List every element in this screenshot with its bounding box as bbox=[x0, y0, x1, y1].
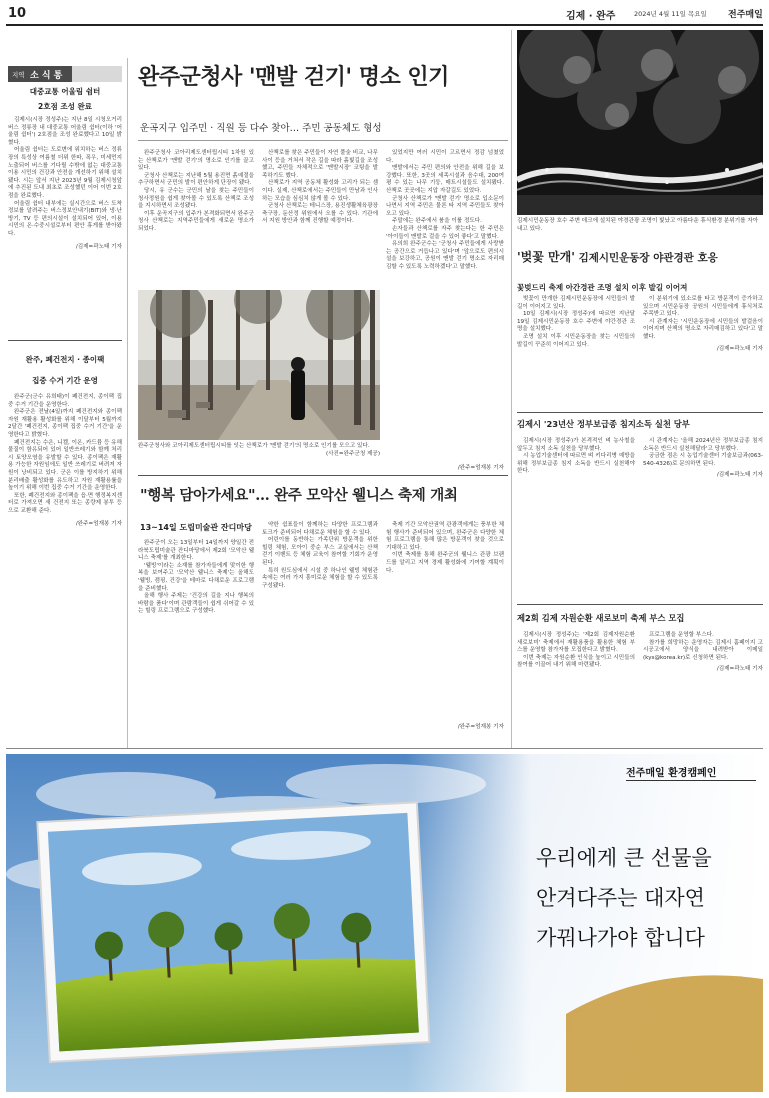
page-number: 10 bbox=[8, 6, 27, 21]
brief-1-byline: /김제=곽노태 기자 bbox=[75, 243, 122, 250]
story2-para: 시 관계자는 '올해 2024년산 정부보급종 침지소독은 반드시 실천해달라'고 당부했다. bbox=[643, 438, 763, 452]
divider bbox=[517, 604, 763, 605]
caption-text: 완주군청사와 코아리제도센터립시티를 잇는 산책로가 '맨발 걷기'의 명소로 인기를 모으고 있다. bbox=[138, 443, 370, 449]
local-tag-bar bbox=[72, 66, 122, 82]
main-para: 손자들과 산책로를 자주 찾는다는 한 주민은 '아이들이 맨발로 걸을 수 있어 좋다'고 말했다. bbox=[386, 225, 504, 240]
story1-byline: /김제=곽노태 기자 bbox=[716, 345, 763, 352]
festival-para: 어린이를 동반하는 가족단위 방문객을 위한 힐링 체험, 모아이 중순 부스 교실에서는 산책 걷기 이벤트 등 체험 교육이 참여할 기회가 운영된다. bbox=[262, 537, 378, 566]
story1-headline bbox=[517, 248, 767, 265]
local-news-tag bbox=[8, 66, 72, 82]
caption-credit: (사진=완주군청 제공) bbox=[325, 450, 380, 457]
brief-1-title-1: 대중교통 어울림 쉼터 bbox=[29, 87, 101, 96]
main-para: 산책로를 찾은 주민들이 자연 풀숲 비교, 나무사이 등을 거쳐서 작은 길을 따라 흙빛길을 조성했고, 주민들 자체적으로 '맨발시장' 코팅을 발족하기도 했다. bbox=[262, 150, 378, 179]
main-para: 군청사 산책로가 '맨발 걷기' 명소로 입소문이 나면서 지역 주민은 물론 타 지역 주민들도 찾아오고 있다. bbox=[386, 195, 504, 217]
ad-campaign-label: 전주매일 환경캠페인 bbox=[626, 768, 717, 779]
issue-date: 2024년 4월 11일 목요일 bbox=[634, 10, 707, 18]
night-park-photo bbox=[517, 30, 763, 215]
tag-label: 지역 bbox=[12, 71, 25, 79]
story1-col-1 bbox=[517, 296, 635, 349]
story3-para: 이번 축제는 자원순환 인식을 높이고 시민들의 참여를 이끌어 내기 위해 마련됐다. bbox=[517, 654, 635, 669]
story1-para: 벚꽃이 만개한 김제시민운동장에 시민들의 발길이 이어지고 있다. bbox=[517, 296, 635, 310]
ad-campaign-rule bbox=[626, 780, 756, 781]
festival-col-1 bbox=[138, 540, 254, 616]
ad-slogan-line-2: 안겨다주는 대자연 bbox=[536, 886, 705, 910]
story1-para: 시 관계자는 '시민운동장에 시민들의 발걸음이 이어지며 산책의 명소로 자리매김하고 있다'고 말했다. bbox=[643, 318, 763, 340]
festival-para: 특히 원도심에서 시설 중 하나인 웰빙 체험관 속에는 여러 가지 흥미로운 체험을 할 수 있도록 구성됐다. bbox=[262, 567, 378, 589]
brief-2-para: 폐건전지는 수은, 니켈, 이온, 카드뮴 등 유해 물질이 함유되어 있어 일반쓰레기와 함께 처리 시 토양오염을 유발할 수 있다. 종이팩은 재활용 가능한 자원임에도 일반 쓰레기로 버려져 자원이 낭비되고 있다. 군은 이를 방지하기 위해 분리배출 활성화를 유도하고 자원 재활용률을 높이기 위해 이번 집중 수거 기간을 운영한다. bbox=[8, 439, 122, 492]
festival-col-2 bbox=[262, 522, 378, 590]
header-rule bbox=[6, 24, 763, 26]
festival-para: 완주군이 오는 13일부터 14일까지 양일간 전라북도립미술관 잔디마당에서 제2회 '모악산 웰니스 축제'를 개최한다. bbox=[138, 540, 254, 562]
story2-headline: 김제시 '23년산 정부보급종 침지소독 실천 당부 bbox=[517, 419, 690, 429]
main-para: 주말에는 완주에서 붐을 이룰 정도다. bbox=[392, 218, 482, 225]
main-para: 유의희 완주군수는 '군청사 주민들에게 사랑받는 공간으로 거듭나고 있다'며 '앞으로도 편의시설을 보강하고, 공원이 맨발 걷기 명소로 자리매김할 수 있도록 노력하겠다'고 말했다. bbox=[386, 241, 504, 270]
ad-top-rule bbox=[6, 748, 763, 749]
brief-2-byline: /완주=엄재봉 기자 bbox=[75, 520, 122, 527]
story2-byline: /김제=곽노태 기자 bbox=[716, 472, 763, 479]
brief-2-title-2: 집중 수거 기간 운영 bbox=[32, 376, 98, 385]
story1-headline-quote: '벚꽃 만개' bbox=[517, 250, 575, 264]
story1-col-2 bbox=[643, 296, 763, 353]
main-para: 군청사 산책로는 테니스장, 용진생활체육광장 축구장, 둔산정 위원에서 오를 수 있다. 기관에서 지원 방안과 함께 진행할 예정이다. bbox=[262, 203, 378, 225]
main-para: 군청사 산책로는 지난해 5월 용진면 흙예절을 추구하면서 군민의 발이 편안하게 단장이 됐다. bbox=[138, 172, 254, 187]
page-header bbox=[6, 4, 763, 22]
forest-path-photo bbox=[138, 290, 380, 440]
story2-col-2 bbox=[643, 438, 763, 480]
story3-headline: 제2회 김제 자원순환 새로보미 축제 부스 모집 bbox=[517, 613, 685, 623]
main-para: 있었지만 여러 시민이 고르면서 정감 넘쳤었다. bbox=[386, 150, 504, 164]
festival-subhead: 13~14일 도립미술관 잔디마당 bbox=[140, 523, 252, 532]
story3-para: 프로그램을 운영할 부스다. bbox=[649, 632, 714, 638]
brief-2 bbox=[8, 354, 122, 527]
ad-slogan-line-3: 가꿔나가야 합니다 bbox=[536, 926, 705, 950]
col-divider-left bbox=[127, 58, 128, 748]
brief-1-para: 김제시(시장 정성주)는 지난 8일 시청오거리 버스 정류장 내 대중교통 어울림 쉼터(이하 '어울림 쉼터') 2호점을 조성 완료했다고 10일 밝혔다. bbox=[8, 117, 122, 146]
story3-byline: /김제=곽노태 기자 bbox=[716, 666, 763, 673]
main-headline: 완주군청사 '맨발 걷기' 명소 인기 bbox=[138, 64, 449, 90]
story2-col-1 bbox=[517, 438, 635, 476]
main-para: 완주군청사 코아리제도센터립시티 1차원 있는 산책로가 '맨발 걷기'의 명소로 인기를 끌고 있다. bbox=[138, 150, 254, 172]
story3-col-1 bbox=[517, 632, 635, 670]
brief-1-para: 어울림 쉼터 내부에는 실시간으로 버스 도착 정보를 알려주는 버스정보안내기(BIT)와 냉·난방기, TV 등 편의시설이 설치되어 있어, 이용 시민의 온·수중시설로부터 편안 휴게를 받아왔다. bbox=[8, 200, 122, 237]
divider bbox=[8, 340, 122, 341]
story2-para: 궁금한 점은 시 농업기술센터 기술보급과(063-540-4326)로 문의하면 된다. bbox=[643, 453, 763, 467]
story3-para: 김제시(시장 정성주)는 '제2회 김제자원순환 새로보미' 축제에서 재활용품을 활용한 체험 부스를 운영할 참가자를 모집한다고 밝혔다. bbox=[517, 632, 635, 654]
brief-2-title-1: 완주, 폐건전지 · 종이팩 bbox=[25, 355, 105, 364]
story3-col-2 bbox=[643, 632, 763, 674]
night-photo-caption: 김제시민운동장 호수 주변 데크에 설치된 야경관광 조명이 빛났고 아름다운 휴식환경 분위기를 자아내고 있다. bbox=[517, 218, 759, 232]
main-para: 맨발에서는 주민 편의와 안전을 위해 길을 보강했다. 또한, 3곳의 세족시설과 음수대, 200여 평 수 있는 나무 기둥, 매트시설들도 설치됐다. 산책로 곳곳에는 지압 자갈길도 있었다. bbox=[386, 165, 504, 194]
festival-col-3 bbox=[386, 522, 504, 575]
festival-byline: /완주=엄재봉 기자 bbox=[457, 724, 504, 730]
brief-2-para: 또한, 폐건전지와 종이팩을 읍·면 행정복지센터로 가져오면 새 건전지 또는 종량제 봉투 등으로 교환해 준다. bbox=[8, 492, 122, 514]
main-para: 당시, 유 군수는 군민의 날을 찾는 주민들이 청사정원을 쉽게 찾아볼 수 있도록 산책로 조성을 지시하면서 조성됐다. bbox=[138, 187, 254, 210]
main-col-3 bbox=[386, 150, 504, 272]
brief-1-para: 어울림 쉼터는 도로변에 위치하는 버스 정류장의 특성상 여름철 더위 한파, 폭우, 미세먼지 노출되어 버스를 기다릴 수밖에 없는 대중교통 이용 시민의 건강과 안전을 개선하기 위해 설치됐다. 시는 앞서 지난 2023년 9월 김제시청앞에 추진된 도내 최초로 조성했던 이어 이번 2호점을 완료했다. bbox=[8, 147, 122, 199]
environment-ad bbox=[6, 754, 763, 1092]
story1-para: 조명 설치 이후 시민운동장을 찾는 시민들의 발길이 꾸준히 이어지고 있다. bbox=[517, 333, 635, 348]
brief-2-para: 완주군은 전날(4일)까지 폐건전지와 종이팩 자원 재활용 활성화를 위해 이달부터 5월까지 2달간 '폐건전지, 종이팩 집중 수거 기간'을 운영한다고 밝혔다. bbox=[8, 409, 122, 438]
festival-para: '웰빙'이라는 소재를 참가자들에게 맞이한 행복을 보여주고 '모악산 웰니스 축제'는 올해도 '웰빙, 캠핑, 건강'을 테마로 다채로운 프로그램을 준비했다. bbox=[138, 562, 254, 592]
story1-headline-rest: 김제시민운동장 야관경관 호응 bbox=[578, 252, 718, 264]
festival-para: 이번 축제를 통해 완주군의 웰니스 관광 브랜드를 알리고 지역 경제 활성화에 기여할 계획이다. bbox=[386, 552, 504, 574]
story1-para: 10일 김제시(시장 정성주)에 따르면 지난달 19일 김제시민운동장 호수 주변에 야간경관 조명을 설치했다. bbox=[517, 311, 635, 333]
subhead-rule bbox=[138, 140, 508, 141]
story3-para: 참가를 희망하는 운영자는 김제시 홈페이지 고시공고에서 양식을 내려받아 이메일(kys@korea.kr)로 신청하면 된다. bbox=[643, 639, 763, 661]
main-byline: /완주=엄재봉 기자 bbox=[457, 465, 504, 471]
story1-para: 이 분위기에 있소로를 타고 방문객이 증가하고 있으며 시민운동장 공원의 시민들에게 휴식처로 주목받고 있다. bbox=[643, 296, 763, 318]
main-para: 이후 운곡지구의 입주가 본격화되면서 완주군청사 산책로는 지역주민들에게 새로운 명소가 되었다. bbox=[138, 210, 254, 232]
story2-para: 시 농업기술센터에 따르면 벼 키다리병 예방을 위해 정부보급종 침지 소독을 반드시 실천해야 한다. bbox=[517, 453, 635, 475]
festival-headline: "행복 담아가세요"… 완주 모악산 웰니스 축제 개최 bbox=[140, 487, 458, 504]
main-col-2 bbox=[262, 150, 378, 226]
brief-1-title-2: 2호점 조성 완료 bbox=[38, 102, 92, 111]
divider bbox=[517, 412, 763, 413]
paper-name: 전주매일 bbox=[728, 10, 763, 20]
main-subhead: 운곡지구 입주민 · 직원 등 다수 찾아… 주민 공동체도 형성 bbox=[140, 123, 382, 134]
story2-para: 김제시(시장 정성주)가 본격적인 벼 농사철을 앞두고 침지 소독 실천을 당부했다. bbox=[517, 438, 635, 452]
festival-para: 약한 쉼표들이 함께하는 다양한 프로그램과 토크가 준비되어 다채로운 체험을 할 수 있다. bbox=[262, 522, 378, 536]
col-divider-right bbox=[511, 30, 512, 748]
festival-para: 축제 기간 모악산권역 관광객에게는 풍부한 체험 행사가 준비되어 있으며, 완주군은 다양한 체험 프로그램을 통해 많은 방문객이 찾을 것으로 기대하고 있다. bbox=[386, 522, 504, 551]
tag-title: 소 식 통 bbox=[30, 71, 63, 81]
main-col-1 bbox=[138, 150, 254, 234]
main-bottom-rule bbox=[138, 475, 508, 476]
main-photo-caption bbox=[138, 443, 380, 458]
main-para: 산책로가 지역 공동체 활성화 고리가 되는 셈이다. 실제, 산책로에서는 주민들이 만남과 인사하는 모습을 심심치 않게 볼 수 있다. bbox=[262, 180, 378, 202]
ad-slogan-line-1: 우리에게 큰 선물을 bbox=[536, 846, 712, 870]
brief-2-para: 완주군(군수 유희태)이 폐건전지, 종이팩 집중 수거 기간을 운영한다. bbox=[8, 394, 122, 408]
section-label: 김제 · 완주 bbox=[566, 11, 616, 22]
brief-1 bbox=[8, 86, 122, 250]
story1-subhead: 꽃벚드리 축제 아간경관 조명 설치 이후 발길 이어져 bbox=[517, 283, 688, 292]
festival-para: 올해 행사 주제는 '건강의 길을 지나 행복의 바람을 품다'이며 관람객들이 쉽게 쉬어갈 수 있는 힐링 프로그램으로 구성했다. bbox=[138, 593, 254, 615]
